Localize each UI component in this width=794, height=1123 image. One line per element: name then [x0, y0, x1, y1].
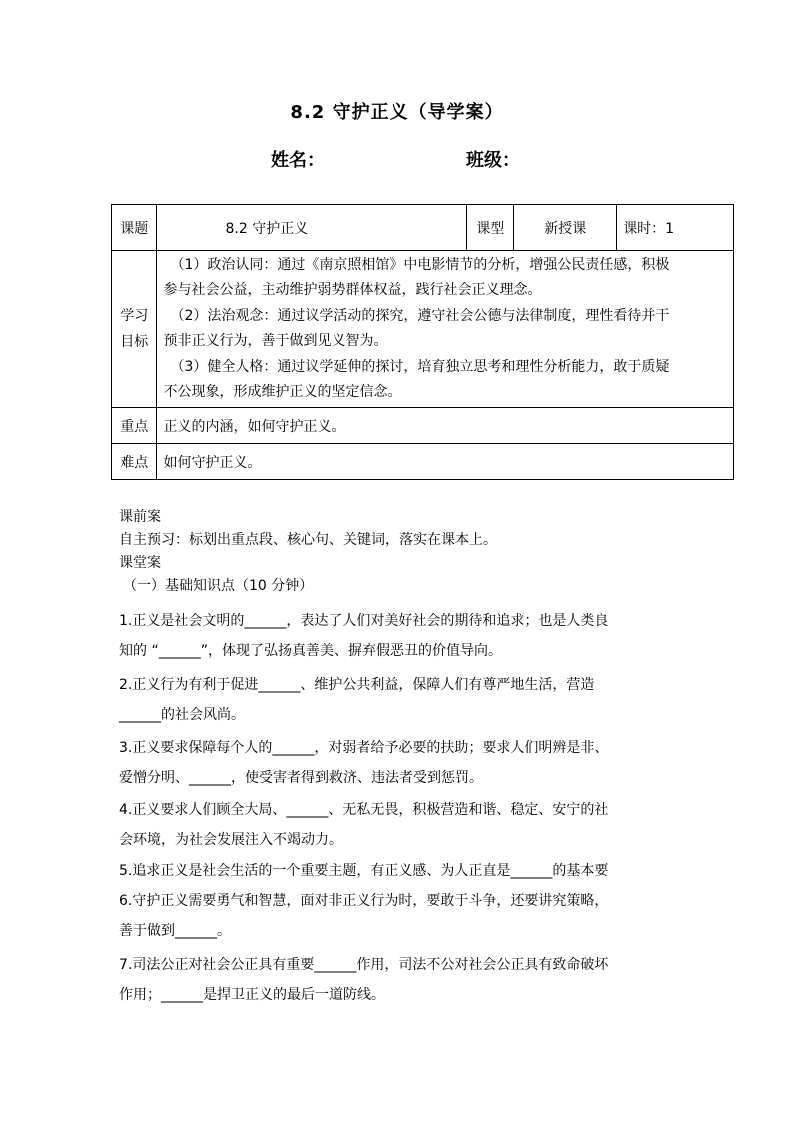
topic-value: 8.2 守护正义	[157, 205, 467, 251]
hours-value: 课时：1	[617, 205, 734, 251]
class-label: 班级：	[466, 150, 520, 171]
question-line: 知的 “______”，体现了弘扬真善美、摒弃假恶丑的价值导向。	[119, 643, 502, 659]
question-line: 6.守护正义需要勇气和智慧，面对非正义行为时，要敢于斗争，还要讲究策略，	[119, 893, 609, 909]
key-points-label: 重点	[112, 408, 157, 444]
question-line: 善于做到______。	[119, 923, 231, 939]
table-row-topic	[112, 205, 734, 251]
goal-line: （2）法治观念：通过议学活动的探究，遵守社会公德与法律制度，理性看待并干	[170, 307, 670, 324]
goal-line: （1）政治认同：通过《南京照相馆》中电影情节的分析，增强公民责任感，积极	[170, 256, 670, 273]
pre-class-text: 自主预习：标划出重点段、核心句、关键词，落实在课本上。	[119, 532, 497, 548]
pre-class-section	[119, 506, 689, 598]
in-class-heading: 课堂案	[119, 555, 161, 571]
question-2	[119, 670, 689, 730]
section-heading: （一）基础知识点（10 分钟）	[123, 578, 314, 594]
question-line: 5.追求正义是社会生活的一个重要主题，有正义感、为人正直是______的基本要	[119, 863, 609, 879]
type-label: 课型	[467, 205, 514, 251]
goal-line: 不公现象，形成维护正义的坚定信念。	[163, 384, 402, 400]
topic-label: 课题	[112, 205, 157, 251]
goals-label: 学习 目标	[112, 251, 157, 408]
question-line: 1.正义是社会文明的______，表达了人们对美好社会的期待和追求；也是人类良	[119, 613, 609, 629]
table-row-difficulties	[112, 444, 734, 480]
question-line: ______的社会风尚。	[119, 707, 245, 723]
question-line: 会环境，为社会发展注入不竭动力。	[119, 832, 343, 848]
table-row-goals	[112, 251, 734, 408]
question-5	[119, 856, 689, 886]
question-line: 4.正义要求人们顾全大局、______、无私无畏，积极营造和谐、稳定、安宁的社	[119, 802, 609, 818]
name-label: 姓名：	[271, 150, 325, 171]
table-row-key-points	[112, 408, 734, 444]
difficulties-value: 如何守护正义。	[157, 444, 734, 480]
lesson-info-table	[111, 204, 734, 480]
goals-text	[157, 251, 734, 408]
question-line: 2.正义行为有利于促进______、维护公共利益，保障人们有尊严地生活，营造	[119, 677, 595, 693]
question-line: 作用；______是捍卫正义的最后一道防线。	[119, 987, 385, 1003]
question-line: 爱憎分明、______，使受害者得到救济、违法者受到惩罚。	[119, 770, 483, 786]
question-line: 3.正义要求保障每个人的______，对弱者给予必要的扶助；要求人们明辨是非、	[119, 740, 609, 756]
goal-line: 参与社会公益，主动维护弱势群体权益，践行社会正义理念。	[163, 282, 542, 298]
goal-line: （3）健全人格：通过议学延伸的探讨，培育独立思考和理性分析能力，敢于质疑	[170, 358, 670, 375]
question-4	[119, 795, 689, 855]
question-3	[119, 733, 689, 793]
question-1	[119, 606, 689, 666]
question-6	[119, 886, 689, 946]
difficulties-label: 难点	[112, 444, 157, 480]
type-value: 新授课	[514, 205, 617, 251]
pre-class-heading: 课前案	[119, 509, 161, 525]
goal-line: 预非正义行为，善于做到见义智为。	[163, 333, 388, 349]
question-7	[119, 950, 689, 1010]
question-line: 7.司法公正对社会公正具有重要______作用，司法不公对社会公正具有致命破坏	[119, 957, 609, 973]
key-points-value: 正义的内涵，如何守护正义。	[157, 408, 734, 444]
page-title: 8.2 守护正义（导学案）	[290, 102, 504, 123]
